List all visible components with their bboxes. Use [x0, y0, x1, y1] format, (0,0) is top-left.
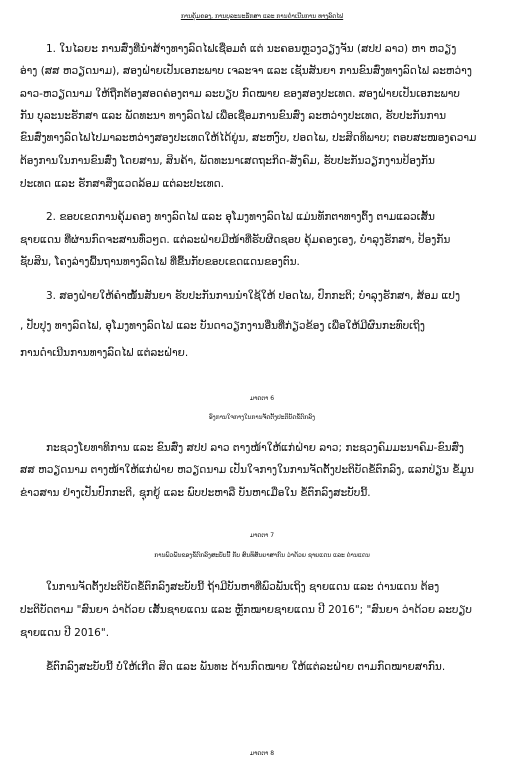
- article-7-title: ການພົວພັນຂອງຂໍ້ຕົກລົງສະບັບນີ້ ກັບ ສົນທິສັນຍາສາກົນ ວ່າດ້ວຍ ຊາຍແດນ ແລະ ດ່ານແດນ: [154, 552, 370, 559]
- article-6-line-2: ສສ ຫວຽດນາມ ຕາງໜ້າໃຫ້ແກ່ຝ່າຍ ຫວຽດນາມ ເປັນໃຈກາງໃນການຈັດຕັ້ງປະຕິບັດຂໍ້ຕົກລົງ, ແລກປ່ຽນ ຂໍ້ມູນ: [20, 464, 474, 476]
- para1-line-3: ລາວ-ຫວຽດນາມ ໃຫ້ຖືກຕ້ອງສອດຄ່ອງຕາມ ລະບຽບ ກົດໝາຍ ຂອງສອງປະເທດ. ສອງຝ່າຍເປັນເອກະພາບ: [20, 88, 460, 100]
- para1-line-2: ອ່າງ (ສສ ຫວຽດນາມ), ສອງຝ່າຍເປັນເອກະພາບ ເຈລະຈາ ແລະ ເຊັນສັນຍາ ການຂົນສົ່ງທາງລົດໄຟ ລະຫວ່າງ: [20, 65, 472, 77]
- para1-line-7: ປະເທດ ແລະ ຮັກສາສິ່ງແວດລ້ອມ ແຕ່ລະປະເທດ.: [20, 178, 225, 190]
- para3-line-2: , ປັບປຸງ ທາງລົດໄຟ, ອຸໂມງທາງລົດໄຟ ແລະ ບັນດາວຽກງານອື່ນທີ່ກ່ຽວຂ້ອງ ເພື່ອໃຫ້ມີຜົນກະທົບເຖິງ: [20, 320, 425, 332]
- article-7-number: ມາດຕາ 7: [249, 532, 275, 539]
- article-7-para1-line-1: ໃນການຈັດຕັ້ງປະຕິບັດຂໍ້ຕົກລົງສະບັບນີ້ ຖ້າມີບັນຫາທີ່ພົວພັນເຖິງ ຊາຍແດນ ແລະ ດ່ານແດນ ຕ້ອງ: [46, 581, 440, 593]
- article-6-number: ມາດຕາ 6: [249, 395, 275, 402]
- section-heading: ການຄຸ້ມຄອງ, ການບຸລະນະຮັກສາ ແລະ ການດຳເນີນການ ທາງລົດໄຟ: [180, 13, 344, 20]
- article-6-line-1: ກະຊວງໂຍທາທິການ ແລະ ຂົນສົ່ງ ສປປ ລາວ ຕາງໜ້າໃຫ້ແກ່ຝ່າຍ ລາວ; ກະຊວງຄົມມະນາຄົມ-ຂົນສົ່ງ: [46, 442, 464, 454]
- para3-line-3: ການດຳເນີນການທາງລົດໄຟ ແຕ່ລະຝ່າຍ.: [20, 347, 189, 359]
- para1-line-5: ຂົນສົ່ງທາງລົດໄຟໄປມາລະຫວ່າງສອງປະເທດໃຫ້ໄດ້ຍູ່ນ, ສະຫງົບ, ປອດໄພ, ປະສິດທິພາບ; ຕອບສະໜອງຄວາມ: [20, 132, 477, 144]
- para3-line-1: 3. ສອງຝ່າຍໃຫ້ຄຳໜັ້ນສັນຍາ ຮັບປະກັນການນຳໃຊ້ໃຫ້ ປອດໄພ, ປົກກະຕິ; ບຳລຸງຮັກສາ, ສ້ອມ ແປງ: [46, 290, 461, 302]
- para1-line-1: 1. ໃນໄລຍະ ການສົ່ງທີ່ນຳສ້າງທາງລົດໄຟເຊື່ອມຕໍ່ ແຕ່ ນະຄອນຫຼວງວຽງຈັນ (ສປປ ລາວ) ຫາ ຫວຽງ: [46, 43, 457, 55]
- article-7-para1-line-2: ປະຕິບັດຕາມ "ສົນຍາ ວ່າດ້ວຍ ເສັ້ນຊາຍແດນ ແລະ ຫຼັກໝາຍຊາຍແດນ ປີ 2016"; "ສົນຍາ ວ່າດ້ວຍ ລະບຽບ: [20, 604, 472, 616]
- para2-line-2: ຊາຍແດນ ທີ່ຜ່ານກົດຈະສານທົ່ວໆດ. ແຕ່ລະຝ່າຍມີໜ້າທີ່ຮັບຜິດຊອບ ຄຸ້ມຄອງເອງ, ບຳລຸງຮັກສາ, ປ້ອງກັນ: [20, 234, 451, 246]
- article-7-para2-line-1: ຂໍ້ຕົກລົງສະບັບນີ້ ບໍ່ໃຫ້ເກີດ ສິດ ແລະ ພັນທະ ດ້ານກົດໝາຍ ໃຫ້ແຕ່ລະຝ່າຍ ຕາມກົດໝາຍສາກົນ.: [46, 661, 446, 673]
- para2-line-1: 2. ຂອບເຂດການຄຸ້ມຄອງ ທາງລົດໄຟ ແລະ ອຸໂມງທາງລົດໄຟ ແມ່ນທັກຕາທາງຕົ້ງ ຕາມແລວເສັ້ນ: [46, 211, 435, 223]
- article-8-number: ມາດຕາ 8: [249, 750, 275, 757]
- para1-line-6: ຕ້ອງການໃນການຂົນສົ່ງ ໂດຍສານ, ສິນຄ້າ, ພັດທະນາເສດຖະກິດ-ສັງຄົມ, ຮັບປະກັນວຽກງານປ້ອງກັນ: [20, 155, 435, 167]
- para2-line-3: ຊັບສິນ, ໂຄງລ່າງພື້ນຖານທາງລົດໄຟ ທີ່ຂື້ນກັບຂອບເຂດແດນຂອງຕົນ.: [20, 256, 300, 268]
- article-6-title: ອົງການໃຈກາງໃນການຈັດຕັ້ງປະຕິບັດຂໍ້ຕົກລົງ: [208, 414, 315, 421]
- para1-line-4: ກັນ ບຸລະນະຮັກສາ ແລະ ພັດທະນາ ທາງລົດໄຟ ເພື່ອເຊື່ອມການຂົນສົ່ງ ລະຫວ່າງປະເທດ, ຮັບປະກັນການ: [20, 110, 447, 122]
- article-6-line-3: ຂ່າວສານ ຢ່າງເປັນປົກກະຕິ, ຊຸກຍູ້ ແລະ ພົບປະຫາລື ບັນຫາເມື່ອໃນ ຂໍ້ຕົກລົງສະບັບນີ້.: [20, 487, 371, 499]
- article-7-para1-line-3: ຊາຍແດນ ປີ 2016".: [20, 627, 110, 639]
